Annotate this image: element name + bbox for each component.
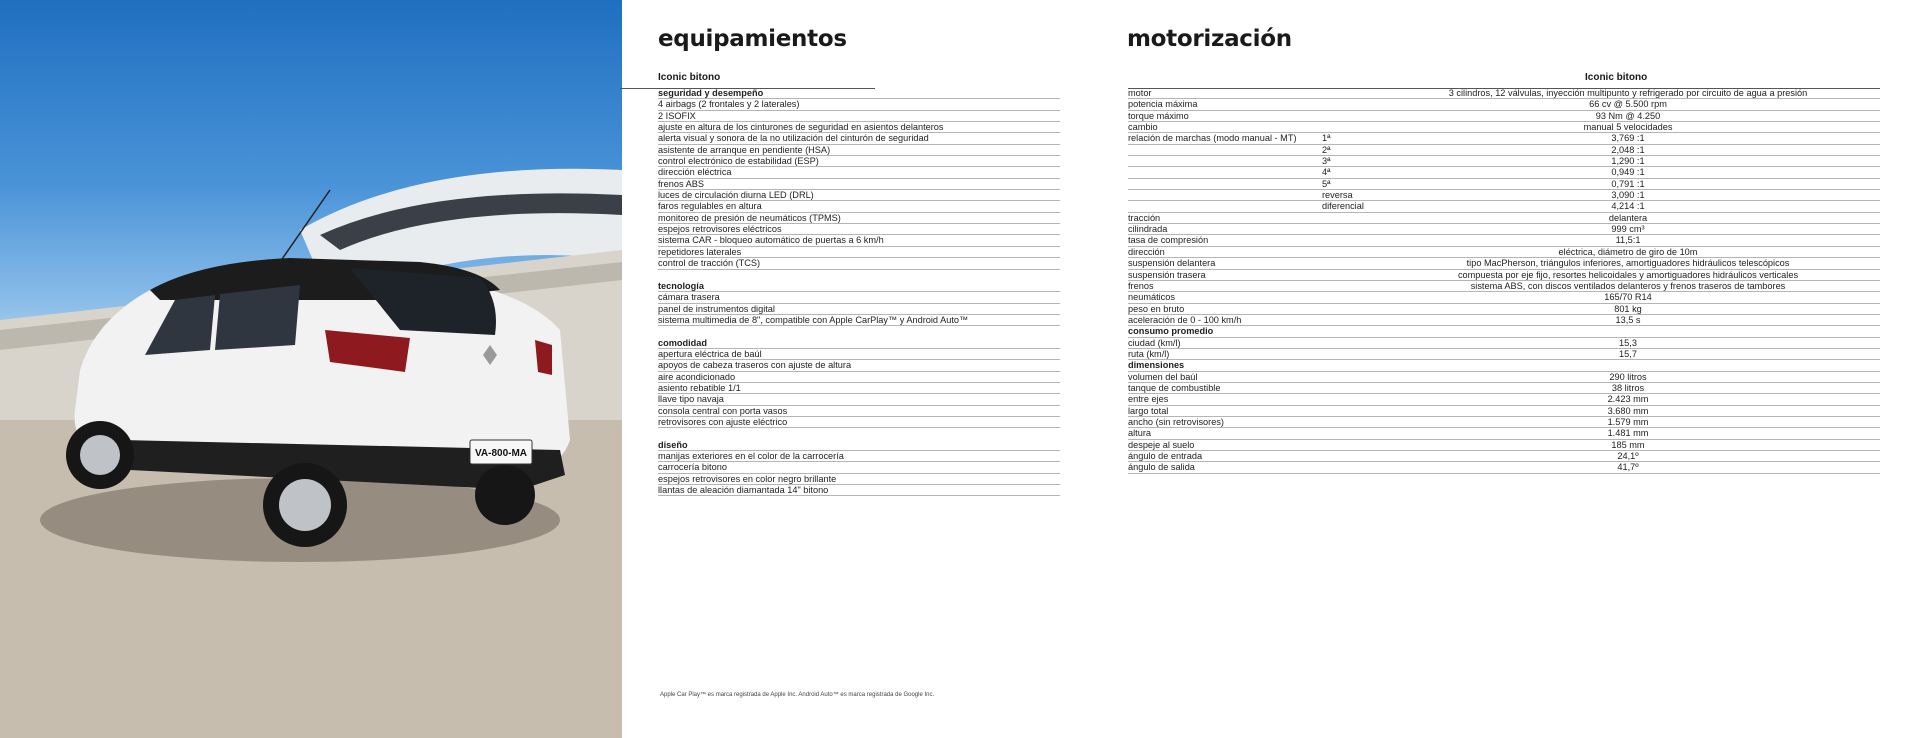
engine-value: 0,949 :1 bbox=[1611, 167, 1645, 178]
engine-value: 13,5 s bbox=[1615, 314, 1641, 325]
engine-row bbox=[1128, 281, 1880, 292]
engine-value: 15,7 bbox=[1619, 348, 1637, 359]
equipment-category: seguridad y desempeño bbox=[658, 88, 1060, 99]
equipment-item: apertura eléctrica de baúl bbox=[658, 349, 1060, 360]
equipment-category: tecnología bbox=[658, 281, 1060, 292]
engine-row bbox=[1128, 224, 1880, 235]
equipment-item: asiento rebatible 1/1 bbox=[658, 383, 1060, 394]
equipment-item: monitoreo de presión de neumáticos (TPMS) bbox=[658, 213, 1060, 224]
engine-row bbox=[1128, 167, 1880, 178]
equipment-item: consola central con porta vasos bbox=[658, 406, 1060, 417]
engine-label: suspensión delantera bbox=[1128, 258, 1216, 269]
engine-label: ciudad (km/l) bbox=[1128, 337, 1181, 348]
engine-label: aceleración de 0 - 100 km/h bbox=[1128, 314, 1242, 325]
engine-row bbox=[1128, 428, 1880, 439]
equipment-item: sistema multimedia de 8", compatible con Apple CarPlay™ y Android Auto™ bbox=[658, 315, 1060, 326]
equipment-item: alerta visual y sonora de la no utilización del cinturón de seguridad bbox=[658, 133, 1060, 144]
equipment-item: llave tipo navaja bbox=[658, 394, 1060, 405]
engine-label: tracción bbox=[1128, 212, 1161, 223]
equipment-list bbox=[658, 88, 1060, 496]
engine-value: eléctrica, diámetro de giro de 10m bbox=[1558, 246, 1698, 257]
engine-sublabel: reversa bbox=[1322, 190, 1353, 201]
equipment-item: luces de circulación diurna LED (DRL) bbox=[658, 190, 1060, 201]
engine-row bbox=[1128, 394, 1880, 405]
engine-value: 1.579 mm bbox=[1607, 416, 1649, 427]
equipment-item: asistente de arranque en pendiente (HSA) bbox=[658, 145, 1060, 156]
equipment-title: equipamientos bbox=[658, 26, 847, 52]
equipment-item: faros regulables en altura bbox=[658, 201, 1060, 212]
engine-value: 0,791 :1 bbox=[1611, 178, 1645, 189]
equipment-item: panel de instrumentos digital bbox=[658, 304, 1060, 315]
engine-label: tasa de compresión bbox=[1128, 235, 1209, 246]
engine-row bbox=[1128, 383, 1880, 394]
engine-value: delantera bbox=[1608, 212, 1648, 223]
engine-label: ancho (sin retrovisores) bbox=[1128, 416, 1224, 427]
engine-category: dimensiones bbox=[1128, 360, 1185, 371]
engine-value: sistema ABS, con discos ventilados delanteros y frenos traseros de tambores bbox=[1470, 280, 1786, 291]
engine-sublabel: 2ª bbox=[1322, 144, 1331, 155]
engine-row bbox=[1128, 360, 1880, 371]
engine-sublabel: 1ª bbox=[1322, 133, 1331, 144]
engine-label: peso en bruto bbox=[1128, 303, 1185, 314]
equipment-item: sistema CAR - bloqueo automático de puertas a 6 km/h bbox=[658, 235, 1060, 246]
equipment-item: retrovisores con ajuste eléctrico bbox=[658, 417, 1060, 428]
spacer bbox=[658, 326, 1060, 337]
engine-row bbox=[1128, 111, 1880, 122]
equipment-category: comodidad bbox=[658, 338, 1060, 349]
engine-row bbox=[1128, 133, 1880, 144]
engine-value: compuesta por eje fijo, resortes helicoidales y amortiguadores hidráulicos verticales bbox=[1457, 269, 1799, 280]
engine-value: 38 litros bbox=[1611, 382, 1645, 393]
engine-label: tanque de combustible bbox=[1128, 382, 1221, 393]
footnote: Apple Car Play™ es marca registrada de Apple Inc. Android Auto™ es marca registrada de Google Inc. bbox=[660, 692, 935, 698]
equipment-item: ajuste en altura de los cinturones de seguridad en asientos delanteros bbox=[658, 122, 1060, 133]
engine-label: suspensión trasera bbox=[1128, 269, 1206, 280]
spacer bbox=[658, 270, 1060, 281]
engine-sublabel: 3ª bbox=[1322, 156, 1331, 167]
engine-value: 2,048 :1 bbox=[1611, 144, 1645, 155]
engine-row bbox=[1128, 372, 1880, 383]
equipment-item: espejos retrovisores eléctricos bbox=[658, 224, 1060, 235]
engine-value: 1,290 :1 bbox=[1611, 156, 1645, 167]
engine-row bbox=[1128, 258, 1880, 269]
engine-value: 3 cilindros, 12 válvulas, inyección multipunto y refrigerado por circuito de agua a presión bbox=[1448, 88, 1808, 98]
equipment-item: 2 ISOFIX bbox=[658, 111, 1060, 122]
equipment-item: llantas de aleación diamantada 14" bitono bbox=[658, 485, 1060, 496]
engine-label: ruta (km/l) bbox=[1128, 348, 1170, 359]
equipment-item: espejos retrovisores en color negro brillante bbox=[658, 474, 1060, 485]
engine-value: tipo MacPherson, triángulos inferiores, amortiguadores hidráulicos telescópicos bbox=[1466, 258, 1790, 269]
engine-label: despeje al suelo bbox=[1128, 439, 1195, 450]
engine-label: ángulo de salida bbox=[1128, 462, 1195, 473]
engine-value: 801 kg bbox=[1614, 303, 1642, 314]
engine-row bbox=[1128, 156, 1880, 167]
equipment-item: 4 airbags (2 frontales y 2 laterales) bbox=[658, 99, 1060, 110]
engine-row bbox=[1128, 349, 1880, 360]
equipment-item: manijas exteriores en el color de la carrocería bbox=[658, 451, 1060, 462]
engine-value: 2.423 mm bbox=[1607, 394, 1649, 405]
engine-value: 185 mm bbox=[1611, 439, 1645, 450]
engine-row bbox=[1128, 235, 1880, 246]
engine-label: frenos bbox=[1128, 280, 1154, 291]
engine-value: manual 5 velocidades bbox=[1583, 122, 1673, 133]
engine-label: ángulo de entrada bbox=[1128, 451, 1203, 461]
engine-row bbox=[1128, 315, 1880, 326]
equipment-item: apoyos de cabeza traseros con ajuste de altura bbox=[658, 360, 1060, 371]
engine-label: cilindrada bbox=[1128, 224, 1168, 235]
engine-value: 93 Nm @ 4.250 bbox=[1595, 110, 1661, 121]
engine-row bbox=[1128, 179, 1880, 190]
engine-label: cambio bbox=[1128, 122, 1158, 133]
rim-rear bbox=[279, 479, 331, 531]
engine-label: potencia máxima bbox=[1128, 99, 1198, 110]
engine-row bbox=[1128, 338, 1880, 349]
engine-value: 24,1º bbox=[1617, 451, 1639, 461]
equipment-item: repetidores laterales bbox=[658, 247, 1060, 258]
engine-sublabel: 5ª bbox=[1322, 178, 1331, 189]
engine-value: 1.481 mm bbox=[1607, 428, 1649, 439]
engine-row bbox=[1128, 417, 1880, 428]
car-illustration bbox=[0, 0, 622, 738]
engine-row bbox=[1128, 122, 1880, 133]
engine-sublabel: 4ª bbox=[1322, 167, 1331, 178]
engine-label: largo total bbox=[1128, 405, 1169, 416]
engine-label: relación de marchas (modo manual - MT) bbox=[1128, 133, 1297, 144]
engine-value: 3.680 mm bbox=[1607, 405, 1649, 416]
spacer bbox=[658, 428, 1060, 439]
engine-label: entre ejes bbox=[1128, 394, 1169, 405]
engine-label: motor bbox=[1128, 88, 1152, 98]
engine-sublabel: diferencial bbox=[1322, 201, 1364, 212]
engine-row bbox=[1128, 201, 1880, 212]
engine-row bbox=[1128, 462, 1880, 473]
engine-value: 290 litros bbox=[1609, 371, 1647, 382]
engine-row bbox=[1128, 190, 1880, 201]
engine-label: dirección bbox=[1128, 246, 1165, 257]
equipment-item: control de tracción (TCS) bbox=[658, 258, 1060, 269]
engine-row bbox=[1128, 213, 1880, 224]
equipment-category: diseño bbox=[658, 440, 1060, 451]
engine-row bbox=[1128, 451, 1880, 462]
equipment-item: cámara trasera bbox=[658, 292, 1060, 303]
engine-row bbox=[1128, 88, 1880, 99]
engine-label: torque máximo bbox=[1128, 110, 1189, 121]
equipment-item: frenos ABS bbox=[658, 179, 1060, 190]
equipment-version: Iconic bitono bbox=[658, 72, 721, 83]
engine-table bbox=[1128, 88, 1880, 474]
equipment-item: aire acondicionado bbox=[658, 372, 1060, 383]
engine-value: 3,090 :1 bbox=[1611, 190, 1645, 201]
engine-label: altura bbox=[1128, 428, 1151, 439]
engine-value: 41,7º bbox=[1617, 462, 1639, 473]
engine-value: 15,3 bbox=[1619, 337, 1637, 348]
engine-value: 3,769 :1 bbox=[1611, 133, 1645, 144]
wheel-back-icon bbox=[475, 465, 535, 525]
engine-value: 4,214 :1 bbox=[1611, 201, 1645, 212]
license-plate-text: VA-800-MA bbox=[474, 448, 528, 459]
equipment-item: control electrónico de estabilidad (ESP) bbox=[658, 156, 1060, 167]
engine-row bbox=[1128, 406, 1880, 417]
engine-row bbox=[1128, 440, 1880, 451]
engine-value: 11,5:1 bbox=[1615, 235, 1641, 246]
engine-version: Iconic bitono bbox=[1585, 72, 1648, 83]
engine-category: consumo promedio bbox=[1128, 326, 1214, 337]
engine-label: volumen del baúl bbox=[1128, 371, 1198, 382]
engine-row bbox=[1128, 145, 1880, 156]
engine-row bbox=[1128, 99, 1880, 110]
engine-row bbox=[1128, 326, 1880, 337]
engine-row bbox=[1128, 270, 1880, 281]
rim-front bbox=[80, 435, 120, 475]
engine-value: 165/70 R14 bbox=[1604, 292, 1652, 303]
engine-row bbox=[1128, 292, 1880, 303]
equipment-item: dirección eléctrica bbox=[658, 167, 1060, 178]
engine-row bbox=[1128, 247, 1880, 258]
engine-label: neumáticos bbox=[1128, 292, 1175, 303]
engine-title: motorización bbox=[1127, 26, 1292, 52]
engine-value: 66 cv @ 5.500 rpm bbox=[1589, 99, 1667, 110]
car-photo bbox=[0, 0, 622, 738]
equipment-item: carrocería bitono bbox=[658, 462, 1060, 473]
engine-value: 999 cm³ bbox=[1611, 224, 1645, 235]
engine-row bbox=[1128, 304, 1880, 315]
car-window-rear bbox=[215, 285, 300, 350]
